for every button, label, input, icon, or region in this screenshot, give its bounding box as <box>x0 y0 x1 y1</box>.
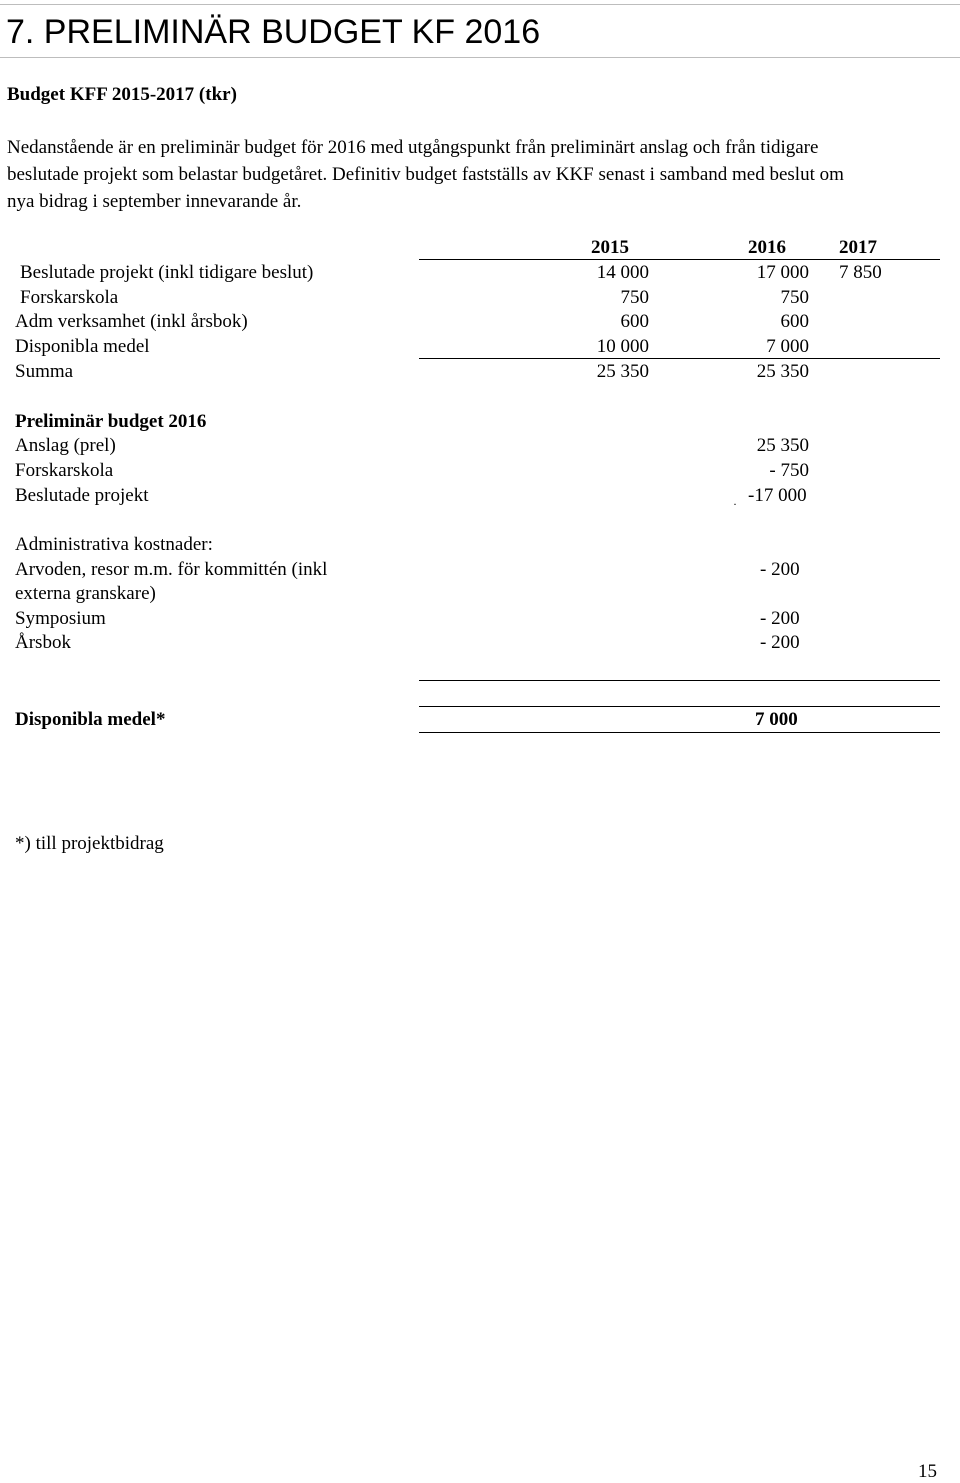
intro-line: nya bidrag i september innevarande år. <box>7 191 302 212</box>
row-label-continued: externa granskare) <box>15 583 156 604</box>
scan-dot: · <box>733 497 737 511</box>
chapter-title: 7. PRELIMINÄR BUDGET KF 2016 <box>6 13 541 51</box>
page-number: 15 <box>918 1461 937 1482</box>
intro-paragraph <box>7 134 952 215</box>
cell-2016: 600 <box>780 311 809 332</box>
row-value: - 200 <box>760 632 800 653</box>
header-rule <box>419 259 940 260</box>
cell-2015: 14 000 <box>596 262 649 283</box>
result-rule-top <box>419 680 940 681</box>
cell-2016: 17 000 <box>756 262 809 283</box>
intro-line: Nedanstående är en preliminär budget för 2016 med utgångspunkt från preliminärt anslag och från tidigare <box>7 137 819 158</box>
sum-rule <box>419 358 940 359</box>
sum-label: Summa <box>15 361 74 382</box>
footnote: *) till projektbidrag <box>15 833 164 854</box>
sum-2015: 25 350 <box>596 361 649 382</box>
title-rule <box>0 57 960 58</box>
row-label: Beslutade projekt (inkl tidigare beslut) <box>20 262 314 283</box>
row-label: Disponibla medel <box>15 336 150 357</box>
cell-2016: 750 <box>780 287 809 308</box>
row-label: Årsbok <box>15 632 71 653</box>
row-label: Beslutade projekt <box>15 485 149 506</box>
year-header-2017: 2017 <box>839 237 877 258</box>
intro-line: beslutade projekt som belastar budgetåret. Definitiv budget fastställs av KKF senast i samband med beslut om <box>7 164 844 185</box>
result-rule-mid <box>419 706 940 707</box>
top-rule <box>0 4 960 5</box>
row-value: - 200 <box>760 608 800 629</box>
row-label: Symposium <box>15 608 106 629</box>
admin-heading: Administrativa kostnader: <box>15 534 213 555</box>
row-label: Forskarskola <box>15 460 114 481</box>
budget-subtitle: Budget KFF 2015-2017 (tkr) <box>7 84 237 105</box>
row-value: - 750 <box>769 460 809 481</box>
row-value: - 200 <box>760 559 800 580</box>
cell-2016: 7 000 <box>766 336 809 357</box>
result-rule-bottom <box>419 732 940 733</box>
year-header-2015: 2015 <box>591 237 629 258</box>
cell-2015: 750 <box>620 287 649 308</box>
sum-2016: 25 350 <box>756 361 809 382</box>
row-label: Forskarskola <box>20 287 119 308</box>
result-value: 7 000 <box>755 709 798 730</box>
preliminary-heading: Preliminär budget 2016 <box>15 411 207 432</box>
row-label: Anslag (prel) <box>15 435 116 456</box>
cell-2015: 600 <box>620 311 649 332</box>
cell-2017: 7 850 <box>839 262 882 283</box>
year-header-2016: 2016 <box>748 237 786 258</box>
result-label: Disponibla medel* <box>15 709 166 730</box>
row-label: Arvoden, resor m.m. för kommittén (inkl <box>15 559 328 580</box>
cell-2015: 10 000 <box>596 336 649 357</box>
row-value: -17 000 <box>748 485 807 506</box>
row-value: 25 350 <box>756 435 809 456</box>
row-label: Adm verksamhet (inkl årsbok) <box>15 311 248 332</box>
